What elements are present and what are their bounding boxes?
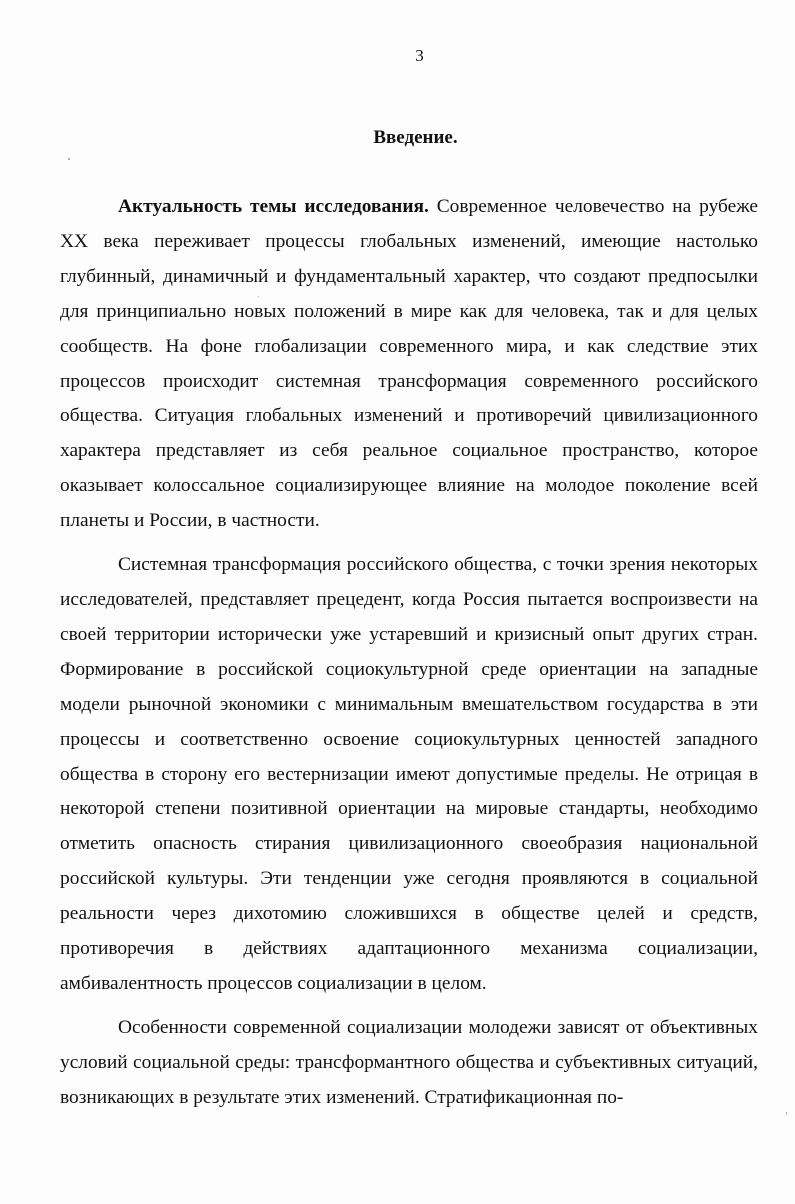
page-number: 3 <box>415 46 424 65</box>
paragraph-3 <box>60 1011 758 1116</box>
paragraph-text: Особенности современной социализации молодежи зависят от объективных условий социальной среды: трансформантного общества и субъективных ситуаций, возникающих в результате этих изменений. Стратификационная по- <box>60 1016 758 1108</box>
body-text <box>60 190 758 1116</box>
scan-speck <box>68 158 70 160</box>
scan-speck <box>258 296 259 297</box>
paragraph-2 <box>60 548 758 1002</box>
paragraph-1 <box>60 190 758 539</box>
paragraph-text: Современное человечество на рубеже XX века переживает процессы глобальных изменений, имеющие настолько глубинный, динамичный и фундаментальный характер, что создают предпосылки для принципиально новых положений в мире как для человека, так и для целых сообществ. На фоне глобализации современного мира, и как следствие этих процессов происходит системная трансформация современного российского общества. Ситуация глобальных изменений и противоречий цивилизационного характера представляет из себя реальное социальное пространство, которое оказывает колоссальное социализирующее влияние на молодое поколение всей планеты и России, в частности. <box>60 196 758 532</box>
paragraph-text: Системная трансформация российского общества, с точки зрения некоторых исследователей, представляет прецедент, когда Россия пытается воспроизвести на своей территории исторически уже устаревший и кризисный опыт других стран. Формирование в российской социокультурной среде ориентации на западные модели рыночной экономики с минимальным вмешательством государства в эти процессы и соответственно освоение социокультурных ценностей западного общества в сторону его вестернизации имеют допустимые пределы. Не отрицая в некоторой степени позитивной ориентации на мировые стандарты, необходимо отметить опасность стирания цивилизационного своеобразия национальной российской культуры. Эти тенденции уже сегодня проявляются в социальной реальности через дихотомию сложившихся в обществе целей и средств, противоречия в действиях адаптационного механизма социализации, амбивалентность процессов социализации в целом. <box>60 554 758 994</box>
section-heading: Введение. <box>373 127 458 148</box>
scan-speck <box>786 1112 787 1115</box>
paragraph-lead: Актуальность темы исследования. <box>118 196 429 217</box>
